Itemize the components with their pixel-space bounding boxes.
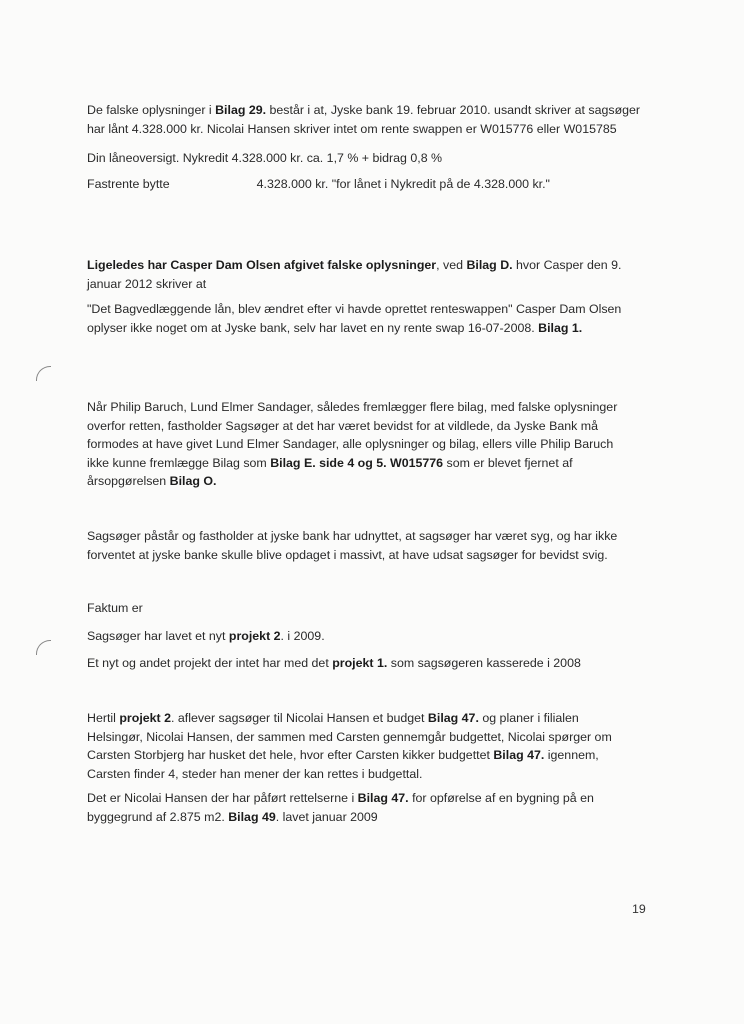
ref-bilag-29: Bilag 29. — [215, 103, 267, 117]
page-number: 19 — [632, 902, 646, 916]
paragraph-casper: Ligeledes har Casper Dam Olsen afgivet falske oplysninger, ved Bilag D. hvor Casper den 9. januar 2012 skriver at — [87, 258, 622, 291]
paragraph-bilag-29: De falske oplysninger i Bilag 29. består i at, Jyske bank 19. februar 2010. usandt skriver at sagsøger har lånt 4.328.000 kr. Nicolai Hansen skriver intet om rente swappen er W015776 eller W015785 — [87, 103, 641, 136]
paragraph-fixed-rate: Fastrente bytte 4.328.000 kr. "for lånet i Nykredit på de 4.328.000 kr." — [87, 177, 550, 191]
paragraph-faktum: Faktum er — [87, 601, 143, 615]
paragraph-projekt-2: Sagsøger har lavet et nyt projekt 2. i 2009. — [87, 629, 325, 643]
punch-hole-mark — [36, 366, 51, 381]
paragraph-corrections: Det er Nicolai Hansen der har påført rettelserne i Bilag 47. for opførelse af en bygning på en byggegrund af 2.875 m2. Bilag 49. lavet januar 2009 — [87, 791, 594, 824]
paragraph-philip-baruch: Når Philip Baruch, Lund Elmer Sandager, således fremlægger flere bilag, med falske oplysninger overfor retten, fastholder Sagsøger at det har været bevidst for at vildlede, da Jyske Bank må formodes at have givet Lund Elmer Sandager, alle oplysninger og bilag, ellers ville Philip Baruch ikke kunne fremlægge Bilag som Bilag E. side 4 og 5. W015776 som er blevet fjernet af årsopgørelsen Bilag O. — [87, 400, 618, 488]
paragraph-quote: "Det Bagvedlæggende lån, blev ændret efter vi havde oprettet renteswappen" Casper Dam Olsen oplyser ikke noget om at Jyske bank, selv har lavet en ny rente swap 16-07-2008. Bilag 1. — [87, 302, 622, 335]
punch-hole-mark — [36, 640, 51, 655]
paragraph-budget: Hertil projekt 2. aflever sagsøger til Nicolai Hansen et budget Bilag 47. og planer i filialen Helsingør, Nicolai Hansen, der sammen med Carsten gennemgår budgettet, Nicolai spørger om Carsten Storbjerg har husket det hele, hvor efter Carsten kikker budgettet Bilag 47. igennem, Carsten finder 4, steder han mener der kan rettes i budgettal. — [87, 711, 612, 781]
paragraph-claim: Sagsøger påstår og fastholder at jyske bank har udnyttet, at sagsøger har været syg, og har ikke forventet at jyske banke skulle blive opdaget i massivt, at have udsat sagsøger for bevidst svig. — [87, 529, 618, 562]
paragraph-projekt-1: Et nyt og andet projekt der intet har med det projekt 1. som sagsøgeren kasserede i 2008 — [87, 656, 581, 670]
paragraph-loan-overview: Din låneoversigt. Nykredit 4.328.000 kr. ca. 1,7 % + bidrag 0,8 % — [87, 151, 443, 165]
